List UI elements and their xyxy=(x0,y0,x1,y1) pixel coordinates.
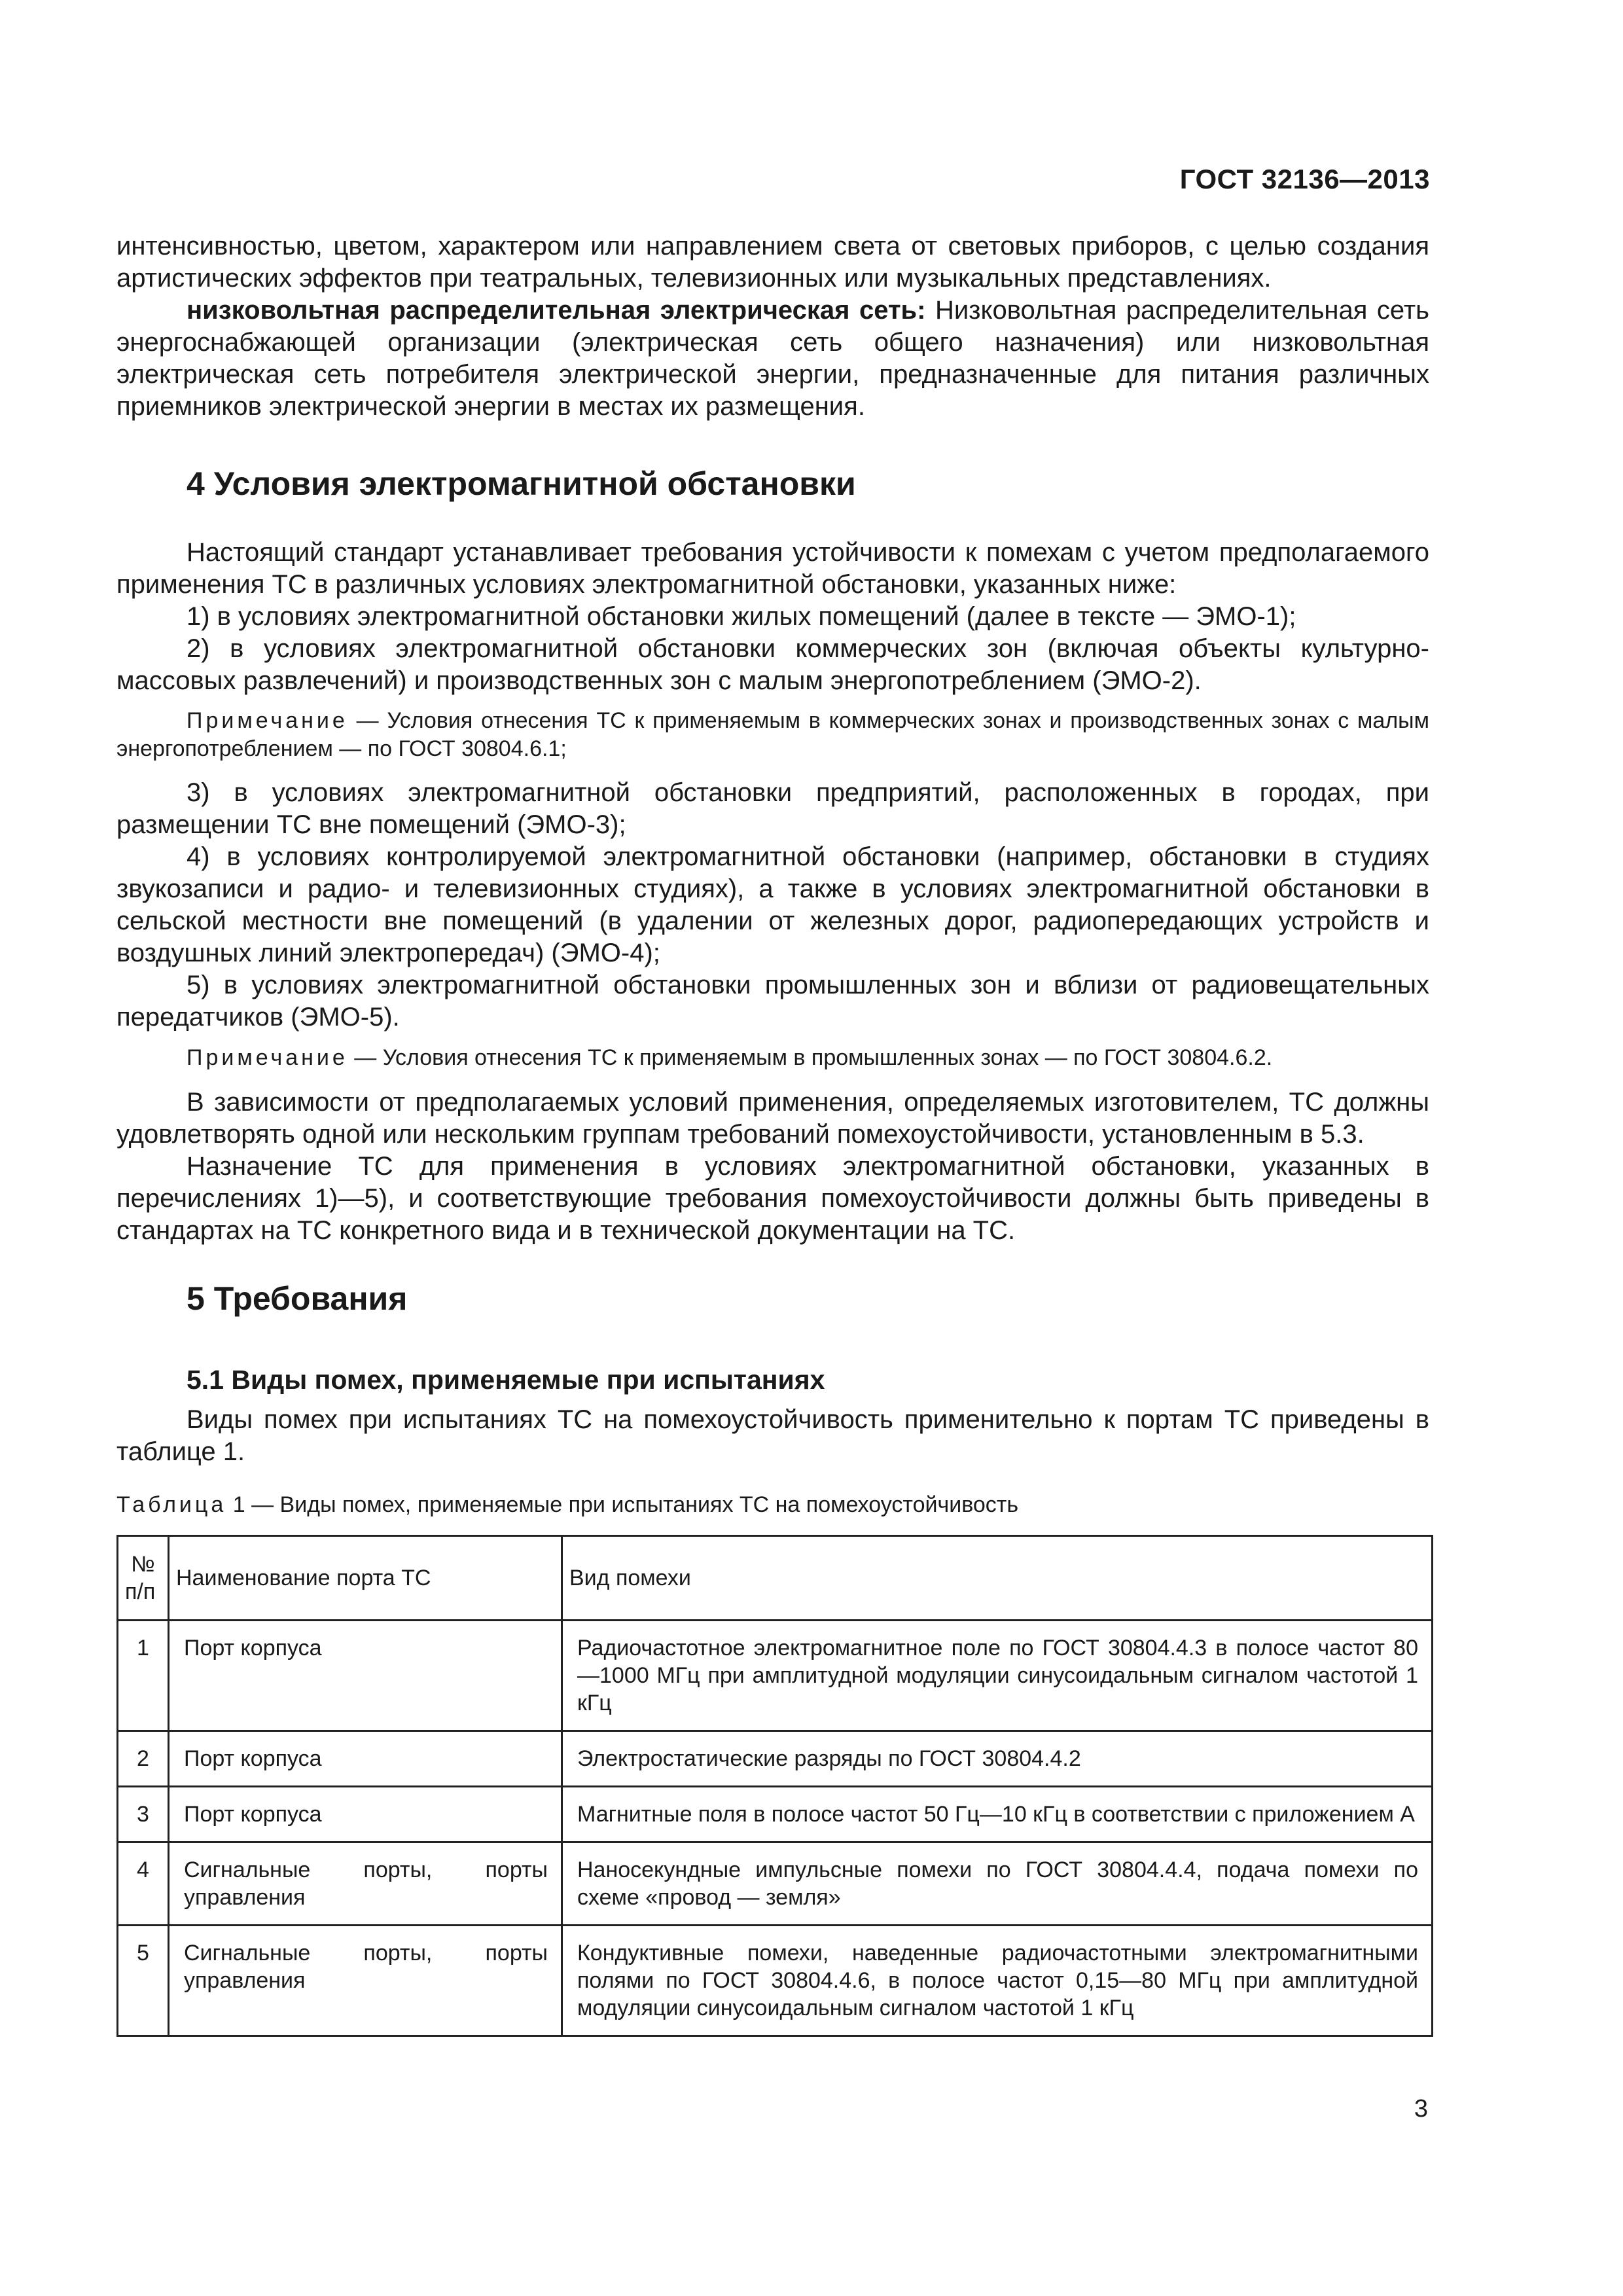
table-row xyxy=(118,1926,1433,2036)
term-definition-text: Низковольтная распределительная сеть энергоснабжающей организации (электрическая сеть общего назначения) или низковольтная электрическая сеть потребителя электрической энергии, предназначенные для питания различных приемников электрической энергии в местах их размещения. xyxy=(116,296,1429,421)
port-name: Сигнальные порты, порты управления xyxy=(169,1926,562,2036)
intro-paragraph: интенсивностью, цветом, характером или направлением света от световых приборов, с целью создания артистических эффектов при театральных, телевизионных или музыкальных представлениях. xyxy=(116,232,1429,293)
table-caption-label: Таблица xyxy=(116,1492,227,1517)
row-number: 2 xyxy=(118,1731,169,1787)
interference-type: Наносекундные импульсные помехи по ГОСТ 30804.4.4, подача помехи по схеме «провод — земля» xyxy=(562,1842,1433,1926)
list-item-1: 1) в условиях электромагнитной обстановки жилых помещений (далее в тексте — ЭМО-1); xyxy=(187,602,1296,631)
list-item-2: 2) в условиях электромагнитной обстановки коммерческих зон (включая объекты культурно-массовых развлечений) и производственных зон с малым энергопотреблением (ЭМО-2). xyxy=(116,634,1429,695)
section-5-heading: 5 Требования xyxy=(187,1280,408,1317)
table-row xyxy=(118,1787,1433,1842)
row-number: 5 xyxy=(118,1926,169,2036)
document-code: ГОСТ 32136—2013 xyxy=(1179,164,1430,194)
interference-type: Электростатические разряды по ГОСТ 30804.4.2 xyxy=(562,1731,1433,1787)
row-number: 3 xyxy=(118,1787,169,1842)
section-4-heading: 4 Условия электромагнитной обстановки xyxy=(187,465,856,502)
row-number: 4 xyxy=(118,1842,169,1926)
table-caption-text: 1 — Виды помех, применяемые при испытаниях ТС на помехоустойчивость xyxy=(226,1492,1019,1517)
note-1 xyxy=(116,707,1429,763)
term-definition xyxy=(116,295,1429,423)
table-header-row xyxy=(118,1536,1433,1621)
note-2 xyxy=(116,1044,1429,1072)
list-item-4: 4) в условиях контролируемой электромагнитной обстановки (например, обстановки в студиях звукозаписи и радио- и телевизионных студиях), а также в условиях электромагнитной обстановки в сельской местности вне помещений (в удалении от железных дорог, радиопередающих устройств и воздушных линий электропередач) (ЭМО-4); xyxy=(116,842,1429,967)
note-label: Примечание xyxy=(187,708,348,733)
note-text: — Условия отнесения ТС к применяемым в коммерческих зонах и производственных зонах с малым энергопотреблением — по ГОСТ 30804.6.1; xyxy=(116,708,1429,761)
section-4-paragraph-2: В зависимости от предполагаемых условий применения, определяемых изготовителем, ТС должны удовлетворять одной или нескольким группам требований помехоустойчивости, установленным в 5.3. xyxy=(116,1088,1429,1149)
table-row xyxy=(118,1621,1433,1731)
section-4-paragraph-3: Назначение ТС для применения в условиях электромагнитной обстановки, указанных в перечислениях 1)—5), и соответствующие требования помехоустойчивости должны быть приведены в стандартах на ТС конкретного вида и в технической документации на ТС. xyxy=(116,1152,1429,1245)
table-caption xyxy=(116,1492,1018,1518)
list-item-5: 5) в условиях электромагнитной обстановки промышленных зон и вблизи от радиовещательных передатчиков (ЭМО-5). xyxy=(116,971,1429,1031)
interference-table xyxy=(116,1535,1433,2037)
section-4-paragraph: Настоящий стандарт устанавливает требования устойчивости к помехам с учетом предполагаемого применения ТС в различных условиях электромагнитной обстановки, указанных ниже: xyxy=(116,538,1429,599)
list-item-3: 3) в условиях электромагнитной обстановки предприятий, расположенных в городах, при размещении ТС вне помещений (ЭМО-3); xyxy=(116,778,1429,839)
table-row xyxy=(118,1842,1433,1926)
port-name: Порт корпуса xyxy=(169,1787,562,1842)
column-header-interference: Вид помехи xyxy=(562,1536,1433,1621)
port-name: Порт корпуса xyxy=(169,1731,562,1787)
column-header-number: № п/п xyxy=(118,1536,169,1621)
note-label: Примечание xyxy=(187,1045,348,1070)
row-number: 1 xyxy=(118,1621,169,1731)
interference-type: Кондуктивные помехи, наведенные радиочастотными электромагнитными полями по ГОСТ 30804.4.6, в полосе частот 0,15—80 МГц при амплитудной модуляции синусоидальным сигналом частотой 1 кГц xyxy=(562,1926,1433,2036)
column-header-port: Наименование порта ТС xyxy=(169,1536,562,1621)
term: низковольтная распределительная электрическая сеть: xyxy=(187,296,926,325)
note-text: — Условия отнесения ТС к применяемым в промышленных зонах — по ГОСТ 30804.6.2. xyxy=(348,1045,1273,1070)
table-row xyxy=(118,1731,1433,1787)
port-name: Порт корпуса xyxy=(169,1621,562,1731)
page-number: 3 xyxy=(1414,2095,1428,2123)
interference-type: Радиочастотное электромагнитное поле по ГОСТ 30804.4.3 в полосе частот 80—1000 МГц при амплитудной модуляции синусоидальным сигналом частотой 1 кГц xyxy=(562,1621,1433,1731)
interference-type: Магнитные поля в полосе частот 50 Гц—10 кГц в соответствии с приложением А xyxy=(562,1787,1433,1842)
subsection-5-1-paragraph: Виды помех при испытаниях ТС на помехоустойчивость применительно к портам ТС приведены в таблице 1. xyxy=(116,1405,1429,1466)
port-name: Сигнальные порты, порты управления xyxy=(169,1842,562,1926)
subsection-5-1-heading: 5.1 Виды помех, применяемые при испытаниях xyxy=(187,1365,825,1395)
